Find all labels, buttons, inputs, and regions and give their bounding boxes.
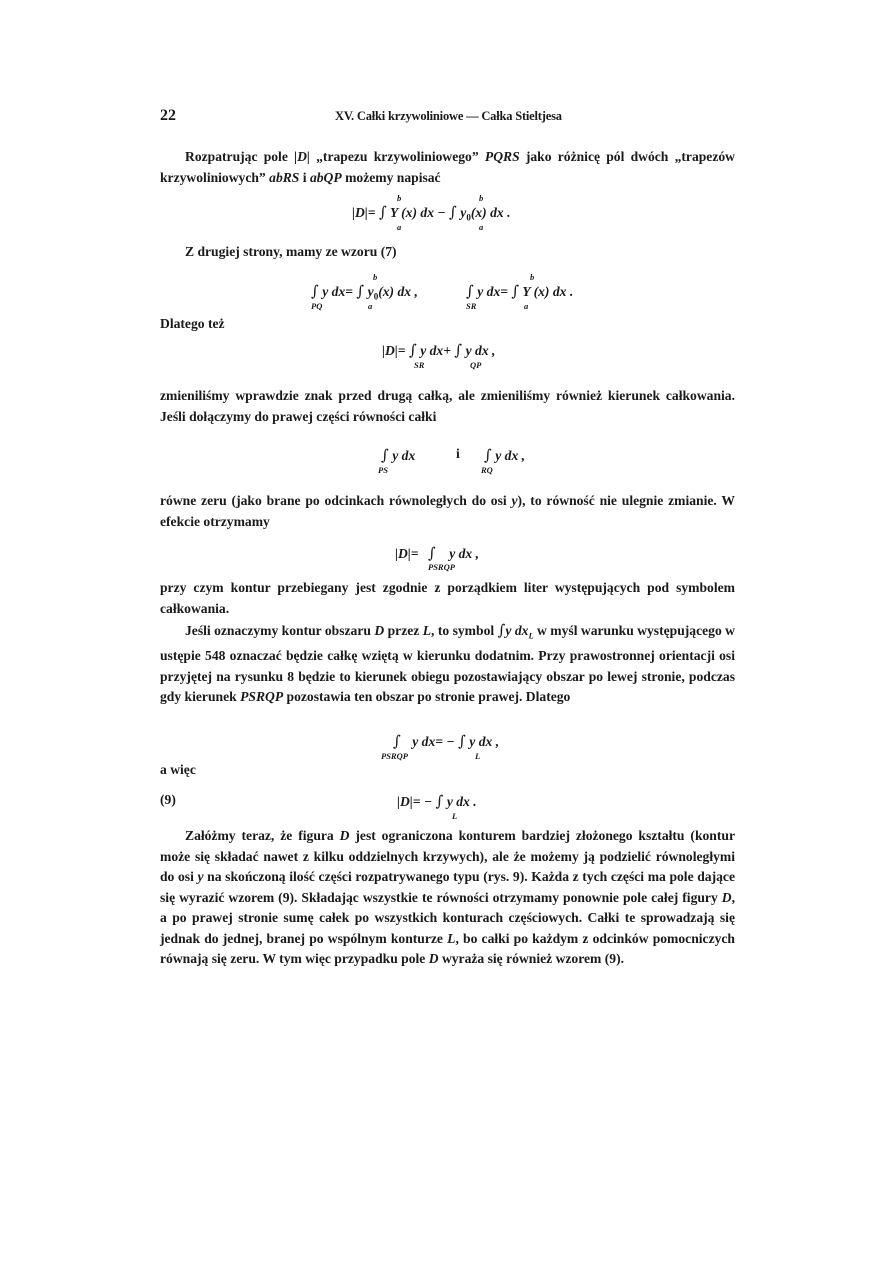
math-symbol: y dx bbox=[505, 623, 529, 638]
lower-limit: RQ bbox=[481, 465, 493, 475]
paragraph-5 bbox=[160, 620, 735, 708]
text-run: równe zeru (jako brane po odcinkach równoległych do osi bbox=[160, 493, 512, 508]
math-symbol: y bbox=[511, 493, 518, 508]
eq-lhs: |D|= − bbox=[397, 794, 433, 809]
text-run: , a po prawej stronie sumę całek po wszystkich konturach częściowych. Całki te sprowadzają się jednak do jednej, branej po wspólnym konturze bbox=[160, 889, 735, 946]
math-symbol: L bbox=[447, 930, 456, 946]
integral-sign: ∫ bbox=[356, 282, 365, 300]
eq-term: y dx , bbox=[495, 448, 526, 463]
text-line: Dlatego też bbox=[160, 316, 225, 331]
eq-term: (x) dx . bbox=[470, 205, 511, 220]
upper-limit: b bbox=[373, 272, 378, 282]
text-run: ), to równość nie ulegnie zmianie. W efekcie otrzymamy bbox=[160, 493, 735, 529]
text-run: przez bbox=[384, 623, 423, 638]
eq-term: y dx bbox=[392, 448, 416, 463]
lower-limit: PSRQP bbox=[381, 751, 408, 761]
lower-limit: a bbox=[368, 301, 373, 311]
eq-term: y dx= bbox=[477, 284, 509, 299]
eq-term: y dx , bbox=[465, 343, 496, 358]
text-run: w myśl warunku występującego w ustępie 548 oznaczać będzie całkę wziętą w kierunku dodatnim. Przy prawostronnej orientacji osi przyjętej na rysunku 8 będzie to kierunek obiegu pozostawiający obszar po lewej stronie, podczas gdy kierunek bbox=[160, 623, 735, 705]
eq-term: Y (x) dx . bbox=[522, 284, 574, 299]
lower-limit: SR bbox=[466, 301, 477, 311]
eq-lhs: |D|= bbox=[395, 546, 419, 561]
eq-term: (x) dx , bbox=[378, 284, 418, 299]
text-line: a więc bbox=[160, 762, 196, 777]
lower-limit: PS bbox=[378, 465, 388, 475]
integral-sign: ∫ bbox=[381, 446, 389, 464]
text-run: „trapezu krzywoliniowego” bbox=[309, 149, 485, 164]
text-run: Rozpatrując pole bbox=[185, 149, 295, 164]
eq-term: y bbox=[460, 205, 467, 220]
paragraph-4: przy czym kontur przebiegany jest zgodnie z porządkiem liter występujących pod symbolem całkowania. bbox=[160, 580, 735, 616]
math-symbol: PSRQP bbox=[240, 689, 284, 705]
text-line: Z drugiej strony, mamy ze wzoru (7) bbox=[185, 244, 397, 259]
lower-limit: PQ bbox=[311, 301, 323, 311]
upper-limit: b bbox=[530, 272, 535, 282]
text-run: jako różnicę pól dwóch „trapezów krzywoliniowych” bbox=[160, 149, 735, 185]
lower-limit: L bbox=[452, 811, 458, 821]
page-number: 22 bbox=[160, 107, 176, 124]
eq-term: y dx , bbox=[469, 734, 500, 749]
integral-sign: ∫ bbox=[454, 341, 463, 359]
eq-term: Y (x) dx − bbox=[389, 205, 446, 220]
upper-limit: b bbox=[479, 193, 484, 203]
integral-sign: ∫ bbox=[458, 732, 466, 750]
eq-term: y dx+ bbox=[420, 343, 451, 358]
eq-term: y dx , bbox=[449, 546, 480, 561]
integral-sign: ∫ bbox=[511, 282, 520, 300]
eq-lhs: |D|= bbox=[352, 205, 376, 220]
text-run: i bbox=[299, 169, 310, 185]
paragraph-2: zmieniliśmy wprawdzie znak przed drugą całką, ale zmieniliśmy również kierunek całkowania. Jeśli dołączymy do prawej części równości całki bbox=[160, 388, 735, 424]
running-title: XV. Całki krzywoliniowe — Całka Stieltjesa bbox=[335, 109, 562, 123]
integral-sign: ∫ bbox=[311, 282, 319, 300]
math-symbol: abRS bbox=[269, 169, 300, 185]
text-run: Załóżmy teraz, że figura bbox=[185, 828, 340, 843]
integral-sign: ∫ bbox=[466, 282, 474, 300]
text-run: Jeśli oznaczymy kontur obszaru bbox=[185, 623, 375, 638]
upper-limit: b bbox=[397, 193, 402, 203]
math-symbol: D bbox=[721, 889, 732, 905]
eq-term: y dx= bbox=[322, 284, 354, 299]
math-symbol: abQP bbox=[309, 169, 342, 185]
text-run: jest ograniczona konturem bardziej złożonego kształtu (kontur może się składać nawet z kilku oddzielnych krzywych), ale że możemy ją podzielić równoległymi do osi bbox=[160, 828, 735, 884]
lower-limit: a bbox=[524, 301, 529, 311]
subscript: 0 bbox=[373, 291, 379, 302]
subscript: 0 bbox=[466, 212, 471, 223]
lower-limit: QP bbox=[470, 360, 482, 370]
integral-sign: ∫ bbox=[427, 544, 436, 562]
lower-limit: a bbox=[397, 222, 402, 232]
text-run: możemy napisać bbox=[341, 169, 441, 185]
lower-limit: PSRQP bbox=[428, 562, 455, 572]
eq-term: y dx . bbox=[446, 794, 477, 809]
equation-number: (9) bbox=[160, 792, 176, 807]
integral-sign: ∫ bbox=[393, 732, 401, 750]
lower-limit: a bbox=[479, 222, 484, 232]
eq-term: y dx= − bbox=[412, 734, 455, 749]
integral-sign: ∫ bbox=[497, 621, 506, 639]
paragraph-3 bbox=[160, 491, 735, 532]
text-run: , bo całki po każdym z odcinków pomocniczych równają się zeru. W tym więc przypadku pole bbox=[160, 930, 735, 966]
text-run: , to symbol bbox=[431, 623, 498, 638]
lower-limit: L bbox=[475, 751, 481, 761]
math-symbol: |D| bbox=[294, 149, 310, 164]
text-run: pozostawia ten obszar po stronie prawej. Dlatego bbox=[283, 689, 571, 705]
paragraph-1 bbox=[160, 147, 735, 188]
math-symbol: PQRS bbox=[484, 149, 520, 164]
math-symbol: D bbox=[339, 828, 350, 843]
integral-sign: ∫ bbox=[484, 446, 492, 464]
integral-sign: ∫ bbox=[449, 203, 457, 221]
math-symbol: L bbox=[422, 623, 432, 638]
eq-conjunction: i bbox=[456, 446, 460, 461]
integral-sign: ∫ bbox=[435, 792, 444, 810]
math-symbol: D bbox=[374, 623, 385, 638]
paragraph-6 bbox=[160, 826, 735, 970]
lower-limit: SR bbox=[414, 360, 425, 370]
integral-sign: ∫ bbox=[378, 203, 387, 221]
integral-sign: ∫ bbox=[408, 341, 417, 359]
math-symbol: D bbox=[428, 951, 439, 966]
lower-limit: L bbox=[528, 630, 534, 641]
text-run: wyraża się również wzorem (9). bbox=[438, 951, 625, 966]
math-symbol: y bbox=[197, 869, 204, 884]
eq-term: y bbox=[367, 284, 374, 299]
text-run: na skończoną ilość części rozpatrywanego typu (rys. 9). Każda z tych części ma pole dające się wyrazić wzorem (9). Składając wszystkie te równości otrzymamy ponownie pole całej figury bbox=[160, 869, 735, 905]
eq-lhs: |D|= bbox=[382, 343, 406, 358]
